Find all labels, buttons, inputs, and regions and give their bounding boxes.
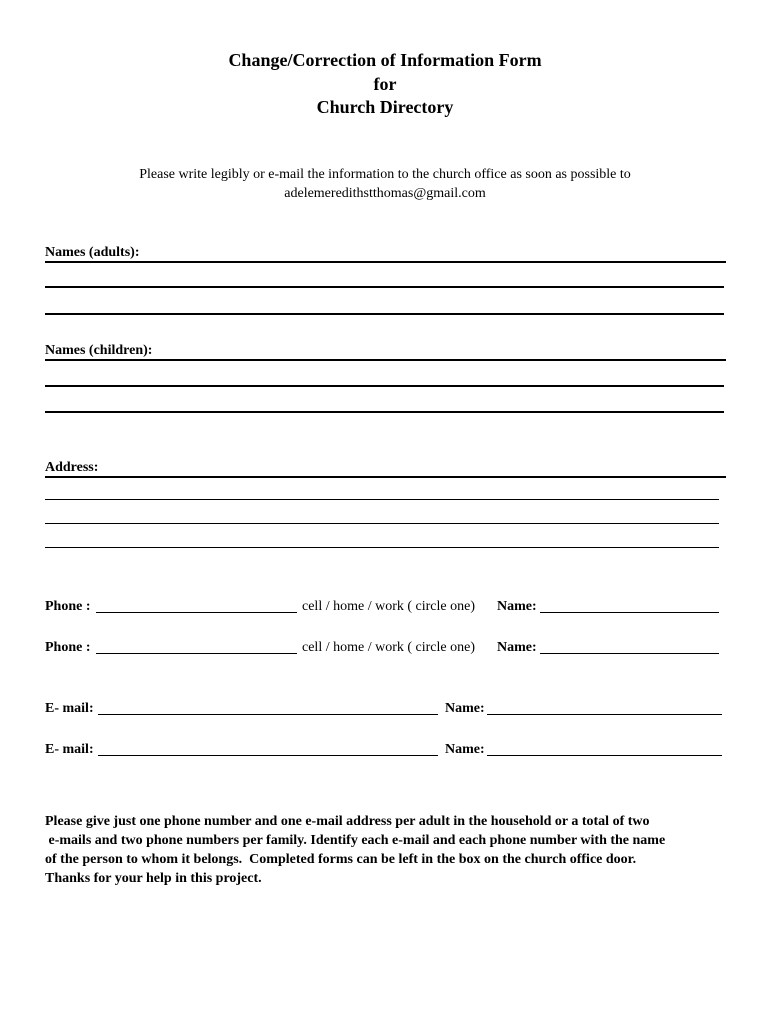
notice-line-2: e-mails and two phone numbers per family. Identify each e-mail and each phone number with the name — [45, 833, 666, 848]
names-children-line-3[interactable] — [45, 411, 724, 413]
email-field-1[interactable] — [98, 714, 438, 715]
phone-name-label-2: Name: — [497, 640, 537, 655]
names-children-line-1[interactable] — [45, 359, 726, 361]
phone-name-field-2[interactable] — [540, 653, 719, 654]
email-name-label-1: Name: — [445, 701, 485, 716]
address-line-4[interactable] — [45, 547, 719, 548]
names-adults-label: Names (adults): — [45, 245, 140, 260]
instructions-email[interactable]: adelemeredithstthomas@gmail.com — [284, 186, 486, 201]
title-line-1: Change/Correction of Information Form — [228, 50, 542, 70]
names-adults-line-1[interactable] — [45, 261, 726, 263]
names-children-line-2[interactable] — [45, 385, 724, 387]
title-line-2: for — [373, 73, 397, 94]
phone-label-2: Phone : — [45, 640, 91, 655]
email-field-2[interactable] — [98, 755, 438, 756]
phone-field-2[interactable] — [96, 653, 297, 654]
address-label: Address: — [45, 460, 99, 475]
address-line-2[interactable] — [45, 499, 719, 500]
address-line-1[interactable] — [45, 476, 726, 478]
phone-field-1[interactable] — [96, 612, 297, 613]
phone-type-2: cell / home / work ( circle one) — [302, 640, 475, 655]
notice-line-3: of the person to whom it belongs. Completed forms can be left in the box on the church office door. — [45, 852, 637, 867]
names-children-label: Names (children): — [45, 343, 153, 358]
names-adults-line-2[interactable] — [45, 286, 724, 288]
email-name-field-1[interactable] — [487, 714, 722, 715]
phone-name-field-1[interactable] — [540, 612, 719, 613]
phone-name-label-1: Name: — [497, 599, 537, 614]
email-name-label-2: Name: — [445, 742, 485, 757]
notice-line-1: Please give just one phone number and one e-mail address per adult in the household or a total of two — [45, 814, 650, 829]
names-adults-line-3[interactable] — [45, 313, 724, 315]
address-line-3[interactable] — [45, 523, 719, 524]
form-title — [0, 48, 770, 119]
title-line-3: Church Directory — [316, 97, 454, 117]
instructions-line: Please write legibly or e-mail the information to the church office as soon as possible to — [139, 167, 631, 182]
email-label-2: E- mail: — [45, 742, 94, 757]
phone-type-1: cell / home / work ( circle one) — [302, 599, 475, 614]
notice-line-4: Thanks for your help in this project. — [45, 871, 262, 886]
instructions — [0, 165, 770, 203]
email-label-1: E- mail: — [45, 701, 94, 716]
notice-paragraph — [45, 812, 735, 888]
phone-label-1: Phone : — [45, 599, 91, 614]
email-name-field-2[interactable] — [487, 755, 722, 756]
